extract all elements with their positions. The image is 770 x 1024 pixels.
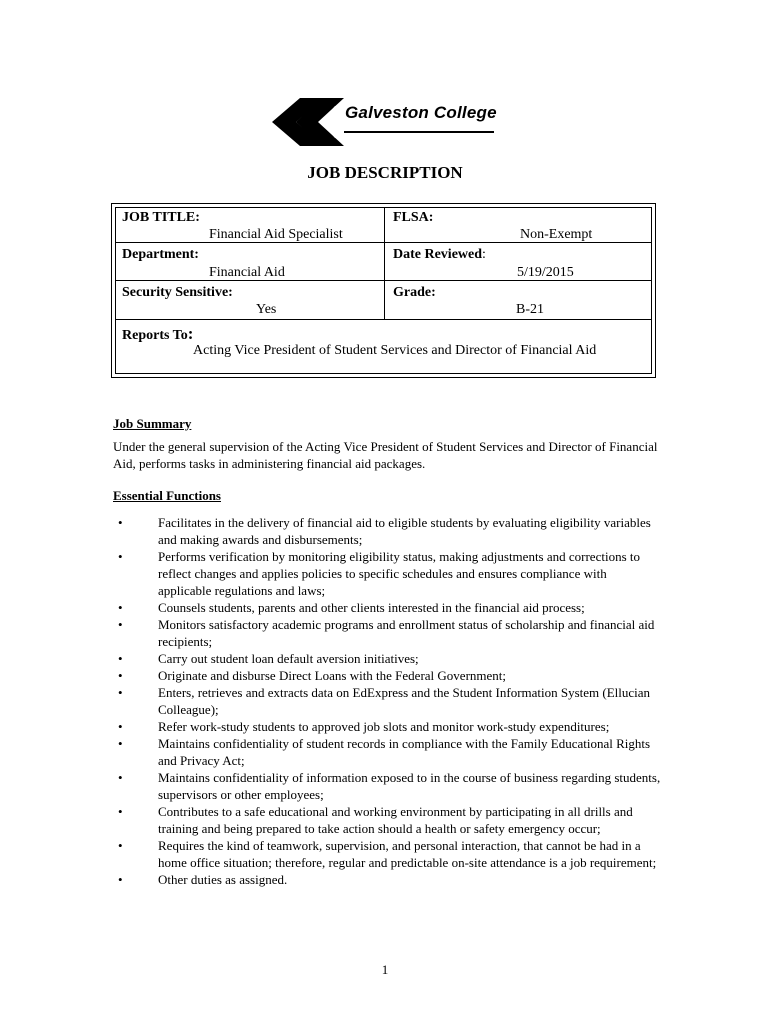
bullet-icon: • — [118, 770, 123, 785]
list-item: • Maintains confidentiality of information exposed to in the course of business regarding students, supervisors or other employees; — [118, 770, 661, 802]
security-sensitive-value: Yes — [256, 302, 277, 317]
list-item: • Other duties as assigned. — [118, 872, 288, 887]
security-sensitive-label: Security Sensitive: — [122, 285, 233, 300]
job-summary-text: Under the general supervision of the Acting Vice President of Student Services and Director of Financial Aid, performs tasks in administering financial aid packages. — [113, 439, 658, 471]
page-number: 1 — [381, 962, 389, 977]
essential-functions-heading: Essential Functions — [113, 488, 221, 503]
bullet-icon: • — [118, 651, 123, 666]
bullet-icon: • — [118, 685, 123, 700]
reports-to-label: Reports To: — [122, 324, 194, 343]
list-item: • Refer work-study students to approved job slots and monitor work-study expenditures; — [118, 719, 610, 734]
list-item: • Performs verification by monitoring eligibility status, making adjustments and corrections to reflect changes and applies policies to specific schedules and ensures compliance with applicable regulations and laws; — [118, 549, 640, 598]
flsa-label: FLSA: — [393, 210, 434, 225]
reports-to-value: Acting Vice President of Student Services and Director of Financial Aid — [193, 343, 597, 358]
list-item: • Carry out student loan default aversion initiatives; — [118, 651, 419, 666]
flsa-value: Non-Exempt — [520, 227, 593, 242]
job-info-table — [111, 203, 656, 378]
bullet-icon: • — [118, 549, 123, 564]
bullet-icon: • — [118, 838, 123, 853]
date-reviewed-value: 5/19/2015 — [517, 265, 574, 280]
list-item: • Enters, retrieves and extracts data on EdExpress and the Student Information System (Ellucian Colleague); — [118, 685, 651, 717]
list-item: • Monitors satisfactory academic programs and enrollment status of scholarship and financial aid recipients; — [118, 617, 655, 649]
department-value: Financial Aid — [209, 265, 285, 280]
grade-label: Grade: — [393, 285, 436, 300]
job-title-label: JOB TITLE: — [122, 210, 200, 225]
grade-value: B-21 — [516, 302, 544, 317]
bullet-icon: • — [118, 515, 123, 530]
bullet-icon: • — [118, 719, 123, 734]
logo-underline — [344, 131, 494, 133]
bullet-icon: • — [118, 872, 123, 887]
job-summary-heading: Job Summary — [113, 416, 192, 431]
list-item: • Maintains confidentiality of student records in compliance with the Family Educational Rights and Privacy Act; — [118, 736, 651, 768]
date-reviewed-label: Date Reviewed: — [393, 247, 486, 262]
bullet-icon: • — [118, 736, 123, 751]
bullet-icon: • — [118, 600, 123, 615]
department-label: Department: — [122, 247, 199, 262]
document-title: JOB DESCRIPTION — [307, 163, 463, 182]
list-item: • Facilitates in the delivery of financial aid to eligible students by evaluating eligibility variables and making awards and disbursements; — [118, 515, 651, 547]
list-item: • Originate and disburse Direct Loans with the Federal Government; — [118, 668, 507, 683]
bullet-icon: • — [118, 668, 123, 683]
table-row-divider — [116, 319, 651, 320]
logo-text: Galveston College — [345, 103, 497, 122]
list-item: • Requires the kind of teamwork, supervision, and personal interaction, that cannot be had in a home office situation; therefore, regular and predictable on-site attendance is a job requirement; — [118, 838, 657, 870]
bullet-icon: • — [118, 617, 123, 632]
list-item: • Counsels students, parents and other clients interested in the financial aid process; — [118, 600, 585, 615]
bullet-icon: • — [118, 804, 123, 819]
job-info-table-inner — [115, 207, 652, 374]
list-item: • Contributes to a safe educational and working environment by participating in all drills and training and being prepared to take action should a health or safety emergency occur; — [118, 804, 633, 836]
essential-functions-list — [113, 514, 663, 888]
college-logo — [272, 96, 502, 154]
table-column-divider — [384, 208, 385, 319]
chevron-logo-icon — [272, 98, 344, 146]
job-title-value: Financial Aid Specialist — [209, 227, 343, 242]
